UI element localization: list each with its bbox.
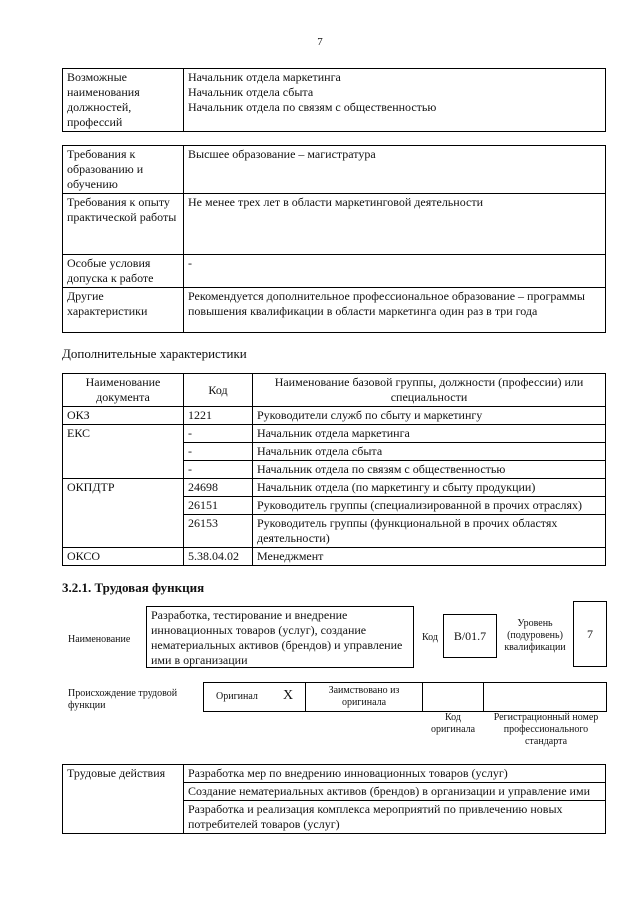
function-name-value: Разработка, тестирование и внедрение инновационных товаров (услуг), создание нематериальных активов (брендов) и управление ими в организации (151, 608, 403, 667)
positions-label: Возможные наименования должностей, профессий (63, 69, 184, 132)
req-value: Не менее трех лет в области маркетинговой деятельности (184, 194, 606, 255)
req-label: Особые условия допуска к работе (63, 255, 184, 288)
position-item: Начальник отдела сбыта (188, 85, 314, 99)
name-cell: Начальник отдела (по маркетингу и сбыту продукции) (253, 479, 606, 497)
name-cell: Начальник отдела маркетинга (253, 425, 606, 443)
name-cell: Руководитель группы (специализированной в прочих отраслях) (253, 497, 606, 515)
function-name-box (146, 606, 414, 668)
code-cell: 1221 (184, 407, 253, 425)
function-heading: 3.2.1. Трудовая функция (62, 580, 205, 595)
action-item: Разработка и реализация комплекса мероприятий по привлечению новых потребителей товаров (услуг) (184, 801, 606, 834)
code-value: B/01.7 (453, 629, 487, 643)
name-cell: Начальник отдела по связям с общественностью (253, 461, 606, 479)
additional-title: Дополнительные характеристики (62, 346, 247, 361)
col-header-doc: Наименование документа (63, 374, 184, 407)
name-cell: Начальник отдела сбыта (253, 443, 606, 461)
additional-table (62, 373, 606, 566)
divider (305, 682, 306, 712)
actions-table (62, 764, 606, 834)
code-box (443, 614, 497, 658)
reg-number-caption: Регистрационный номер профессионального стандарта (493, 712, 599, 747)
doc-cell: ОКПДТР (63, 479, 184, 548)
position-item: Начальник отдела маркетинга (188, 70, 341, 84)
req-value: Рекомендуется дополнительное профессиональное образование – программы повышения квалификации в области маркетинга один раз в три года (184, 288, 606, 333)
col-header-code: Код (184, 374, 253, 407)
requirements-table (62, 145, 606, 333)
code-cell: - (184, 461, 253, 479)
col-header-name: Наименование базовой группы, должности (профессии) или специальности (253, 374, 606, 407)
origin-label: Происхождение трудовой функции (68, 688, 178, 711)
code-cell: 26153 (184, 515, 253, 548)
level-value: 7 (587, 627, 593, 641)
code-label: Код (422, 632, 438, 643)
level-label: Уровень (подуровень) квалификации (504, 618, 566, 653)
req-label: Требования к образованию и обучению (63, 146, 184, 194)
doc-cell: ЕКС (63, 425, 184, 479)
code-original-caption: Код оригинала (430, 712, 476, 735)
action-item: Создание нематериальных активов (брендов) в организации и управление ими (184, 783, 606, 801)
original-label: Оригинал (216, 691, 258, 702)
divider (422, 682, 423, 712)
code-cell: - (184, 425, 253, 443)
doc-cell: ОКСО (63, 548, 184, 566)
positions-table (62, 68, 606, 132)
req-label: Требования к опыту практической работы (63, 194, 184, 255)
name-cell: Руководители служб по сбыту и маркетингу (253, 407, 606, 425)
level-box (573, 601, 607, 667)
code-cell: 24698 (184, 479, 253, 497)
function-name-label: Наименование (68, 634, 131, 645)
name-cell: Руководитель группы (функциональной в прочих областях деятельности) (253, 515, 606, 548)
position-item: Начальник отдела по связям с общественностью (188, 100, 437, 114)
positions-list (184, 69, 606, 132)
req-value: Высшее образование – магистратура (184, 146, 606, 194)
borrowed-label: Заимствовано из оригинала (328, 685, 400, 708)
page-number: 7 (317, 36, 323, 48)
divider (483, 682, 484, 712)
code-cell: 26151 (184, 497, 253, 515)
req-value: - (184, 255, 606, 288)
action-item: Разработка мер по внедрению инновационных товаров (услуг) (184, 765, 606, 783)
original-mark: X (283, 688, 294, 703)
name-cell: Менеджмент (253, 548, 606, 566)
doc-cell: ОКЗ (63, 407, 184, 425)
code-cell: - (184, 443, 253, 461)
code-cell: 5.38.04.02 (184, 548, 253, 566)
actions-label: Трудовые действия (63, 765, 184, 834)
req-label: Другие характеристики (63, 288, 184, 333)
